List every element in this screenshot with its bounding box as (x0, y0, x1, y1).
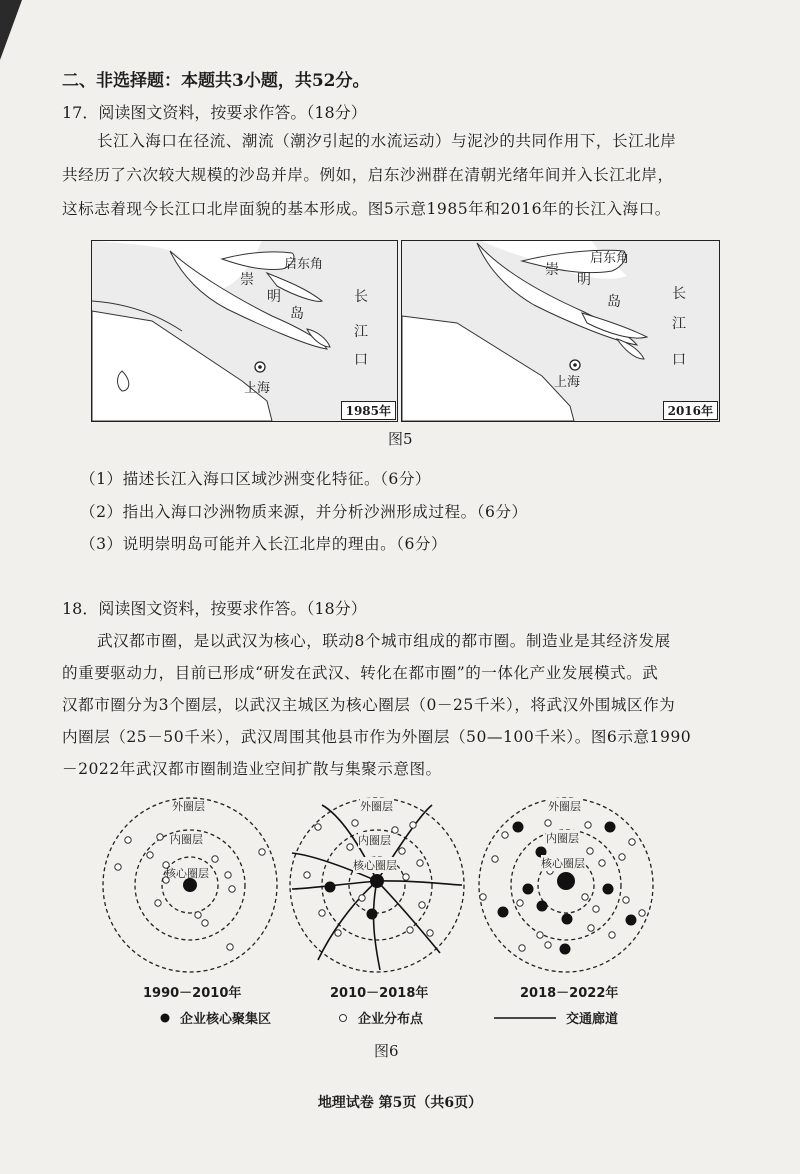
period-label: 1990－2010年 (143, 986, 242, 1001)
q17-paragraph-line: 长江入海口在径流、潮流（潮汐引起的水流运动）与泥沙的共同作用下，长江北岸 (97, 132, 677, 150)
legend-corridor (494, 1008, 618, 1027)
ring-label-core: 核心圈层 (541, 857, 585, 870)
legend-cluster-icon (160, 1013, 170, 1023)
ring-label-core: 核心圈层 (165, 867, 209, 880)
legend-corridor-icon (494, 1015, 556, 1021)
label-chang: 长 (672, 286, 686, 302)
label-jiang: 江 (354, 324, 368, 340)
label-chang: 长 (354, 289, 368, 305)
legend-point-label: 企业分布点 (358, 1012, 424, 1027)
label-kou: 口 (354, 352, 368, 368)
period-label: 2010－2018年 (330, 986, 429, 1001)
label-chong: 崇 (240, 272, 254, 288)
q17-paragraph-line: 这标志着现今长江口北岸面貌的基本形成。图5示意1985年和2016年的长江入海口。 (62, 200, 671, 218)
year-label-1985: 1985年 (341, 401, 396, 420)
q17-subquestion: （3）说明崇明岛可能并入长江北岸的理由。（6分） (80, 535, 448, 553)
label-kou: 口 (672, 352, 686, 368)
q17-subquestion: （2）指出入海口沙洲物质来源，并分析沙洲形成过程。（6分） (80, 503, 528, 521)
q17-heading: 17．阅读图文资料，按要求作答。（18分） (62, 103, 367, 122)
label-shanghai: 上海 (244, 381, 271, 396)
q18-paragraph-line: －2022年武汉都市圈制造业空间扩散与集聚示意图。 (62, 760, 442, 778)
ring-label-inner: 内圈层 (546, 832, 579, 845)
label-jiang: 江 (672, 316, 686, 332)
period-label: 2018－2022年 (520, 986, 619, 1001)
label-dao: 岛 (607, 294, 621, 310)
label-dao: 岛 (290, 306, 304, 322)
q18-heading: 18．阅读图文资料，按要求作答。（18分） (62, 599, 367, 618)
q18-paragraph-line: 的重要驱动力，目前已形成“研发在武汉、转化在都市圈”的一体化产业发展模式。武 (62, 664, 659, 682)
page-footer: 地理试卷 第5页（共6页） (317, 1095, 483, 1111)
q17-subquestion: （1）描述长江入海口区域沙洲变化特征。（6分） (80, 470, 432, 488)
map-1985 (91, 240, 398, 422)
ring-label-outer: 外圈层 (360, 800, 393, 813)
ring-label-inner: 内圈层 (170, 833, 203, 846)
ring-label-core: 核心圈层 (353, 859, 397, 872)
ring-label-inner: 内圈层 (358, 834, 391, 847)
label-qidong: 启东角 (284, 257, 324, 272)
q17-paragraph-line: 共经历了六次较大规模的沙岛并岸。例如，启东沙洲群在清朝光绪年间并入长江北岸， (62, 166, 674, 184)
legend-corridor-label: 交通廊道 (566, 1012, 619, 1027)
q18-paragraph-line: 汉都市圈分为3个圈层，以武汉主城区为核心圈层（0－25千米），将武汉外围城区作为 (62, 696, 676, 714)
label-ming: 明 (267, 289, 281, 305)
label-chong: 崇 (545, 262, 559, 278)
year-label-2016: 2016年 (663, 401, 718, 420)
legend-point-icon (338, 1013, 348, 1023)
legend-point (338, 1008, 423, 1027)
label-ming: 明 (577, 272, 591, 288)
label-qidong: 启东角 (590, 251, 630, 266)
scan-corner-shadow (0, 0, 22, 60)
figure6-diagram (0, 785, 800, 985)
q18-paragraph-line: 内圈层（25－50千米），武汉周围其他县市作为外圈层（50—100千米）。图6示意1990 (62, 728, 692, 746)
map-2016 (401, 240, 720, 422)
label-shanghai: 上海 (554, 375, 581, 390)
q18-paragraph-line: 武汉都市圈，是以武汉为核心，联动8个城市组成的都市圈。制造业是其经济发展 (97, 632, 671, 650)
ring-label-outer: 外圈层 (548, 800, 581, 813)
legend-cluster (160, 1008, 271, 1027)
figure5-caption: 图5 (388, 430, 413, 448)
legend-cluster-label: 企业核心聚集区 (180, 1012, 272, 1027)
figure6-caption: 图6 (374, 1042, 399, 1060)
section-title: 二、非选择题：本题共3小题，共52分。 (62, 71, 370, 91)
ring-label-outer: 外圈层 (172, 800, 205, 813)
